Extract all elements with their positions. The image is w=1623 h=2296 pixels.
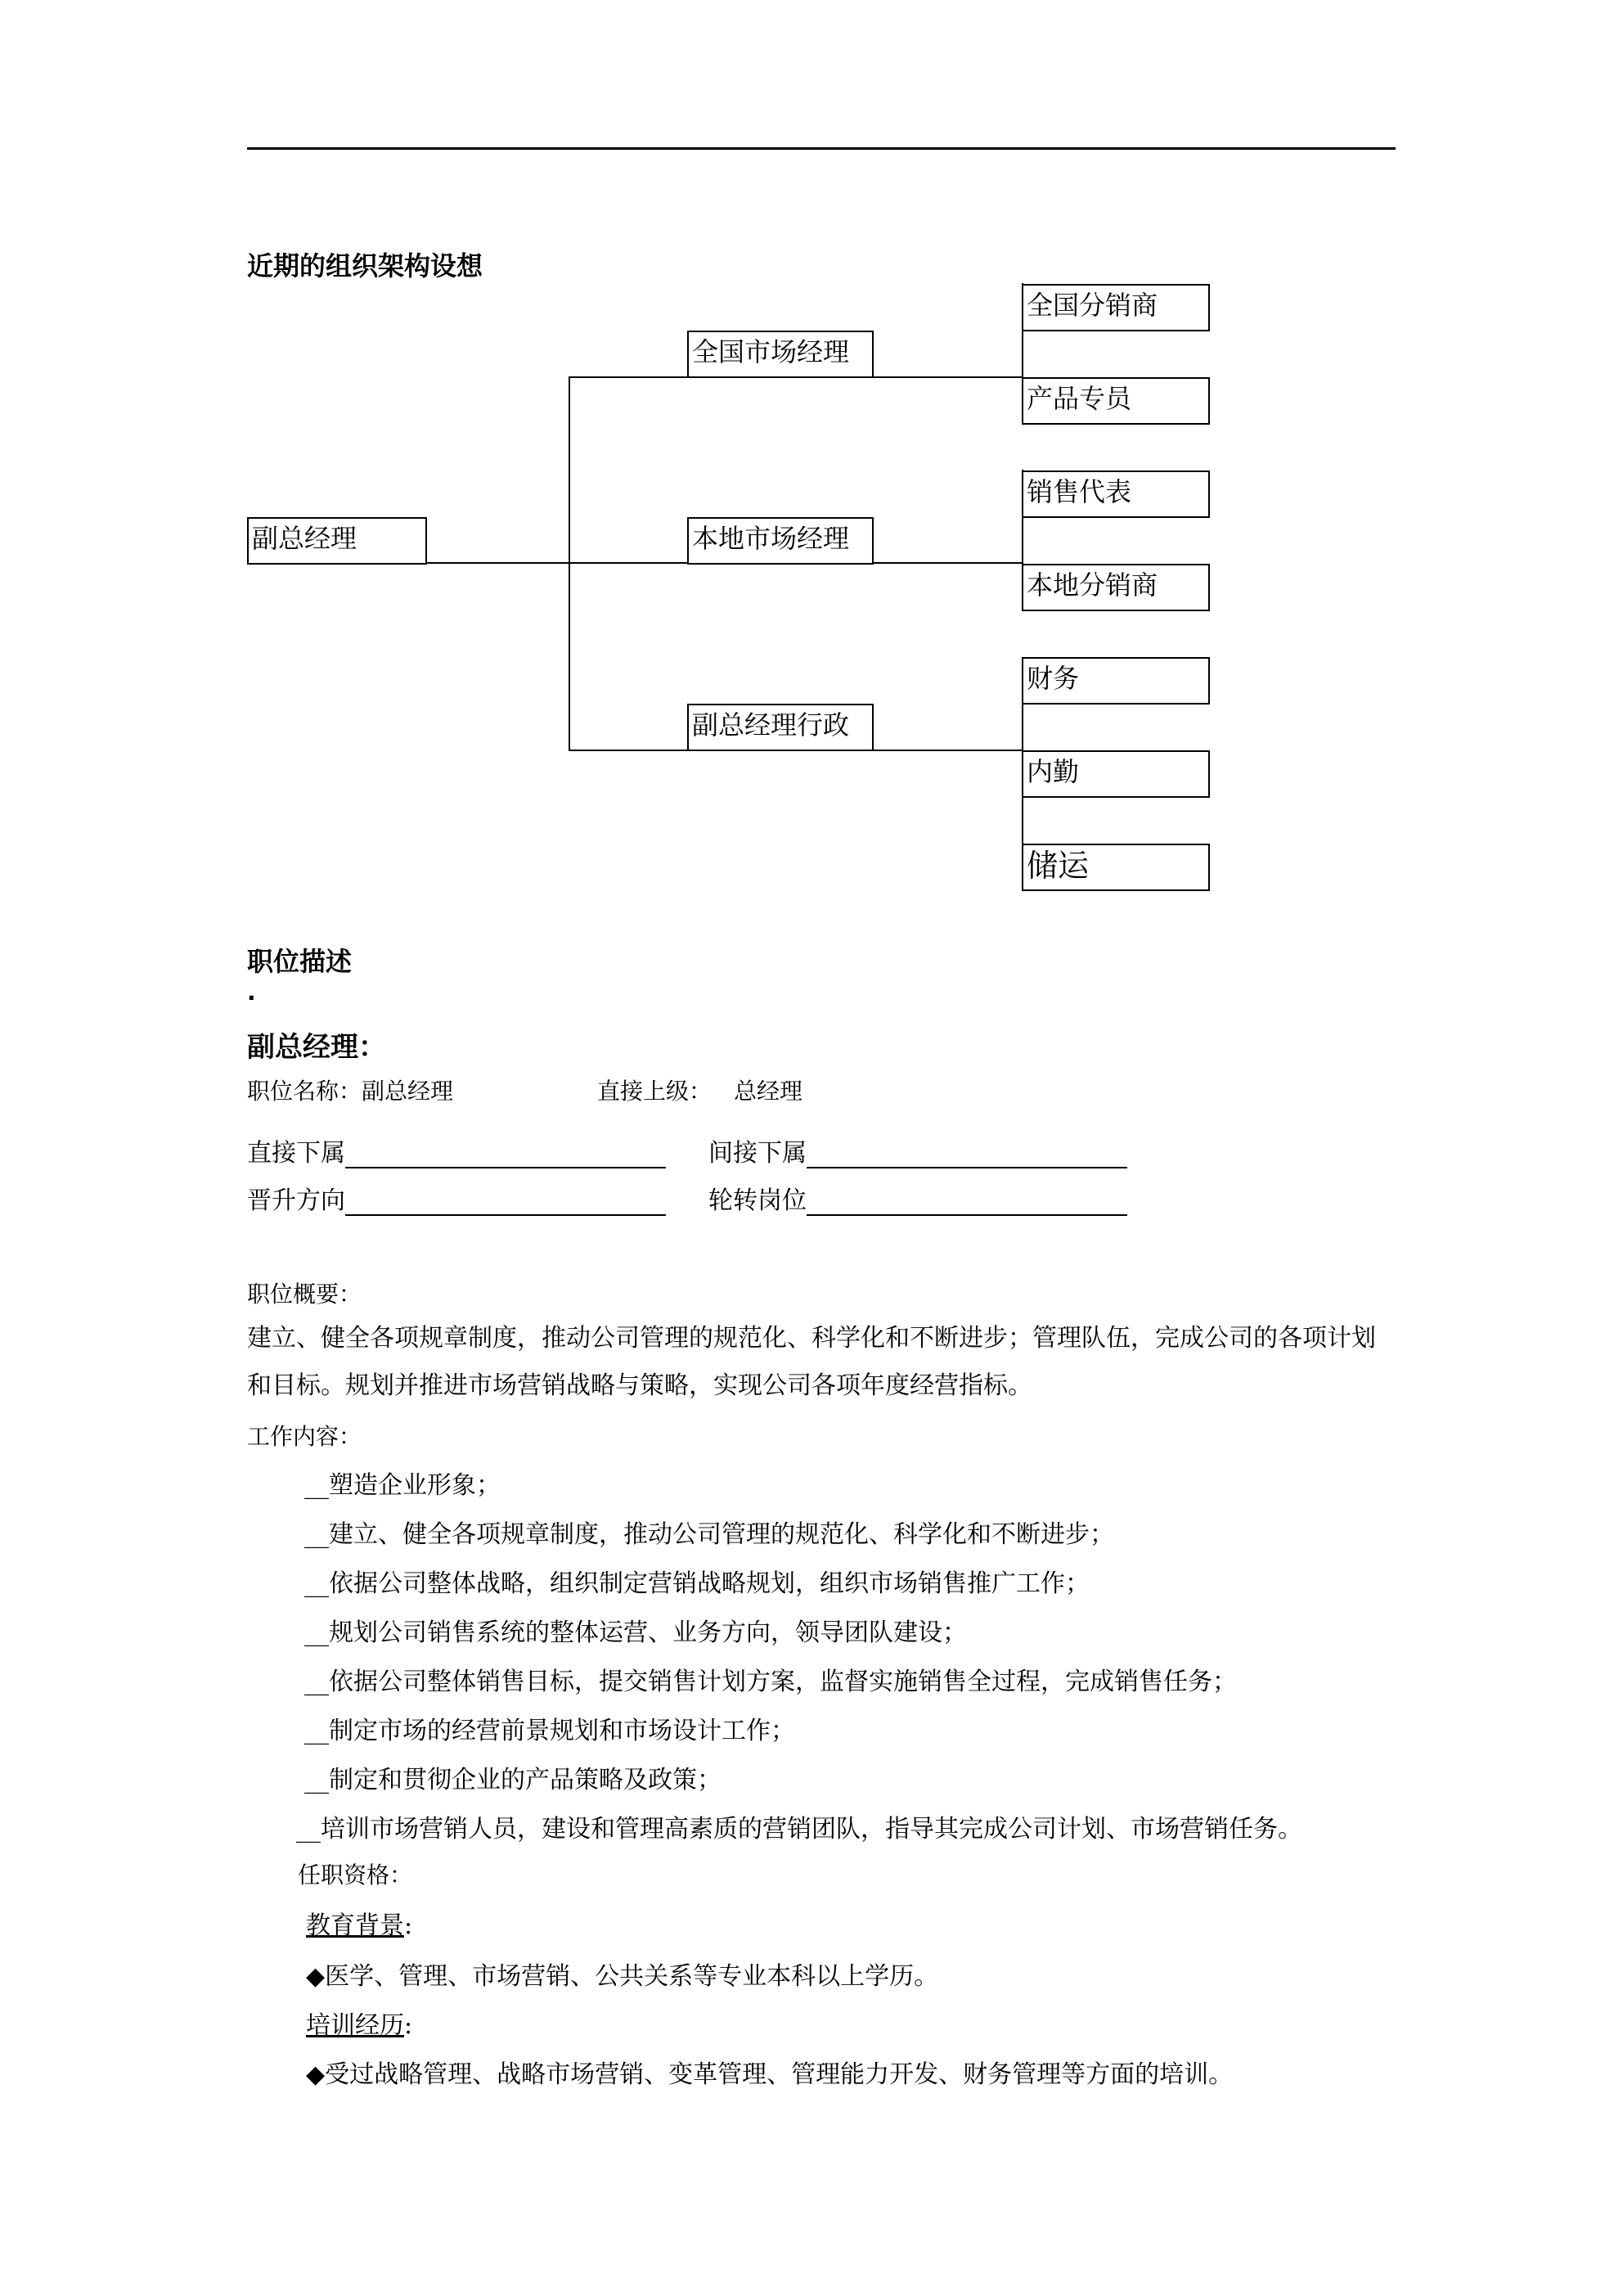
org-chart-title: 近期的组织架构设想 bbox=[247, 250, 483, 281]
work-item: __制定市场的经营前景规划和市场设计工作； bbox=[304, 1717, 795, 1745]
work-item: __依据公司整体战略，组织制定营销战略规划，组织市场销售推广工作； bbox=[304, 1569, 1090, 1598]
superior-label: 直接上级： bbox=[597, 1078, 713, 1105]
overview-text: 建立、健全各项规章制度，推动公司管理的规范化、科学化和不断进步；管理队伍，完成公司的各项计划和目标。规划并推进市场营销战略与策略，实现公司各项年度经营指标。 bbox=[247, 1324, 1376, 1400]
training-label: 培训经历 bbox=[306, 2011, 404, 2040]
blank-line bbox=[807, 1142, 1127, 1168]
work-item: __培训市场营销人员，建设和管理高素质的营销团队，指导其完成公司计划、市场营销任务。 bbox=[296, 1815, 1302, 1844]
qualifications-label: 任职资格： bbox=[298, 1862, 413, 1889]
education-heading bbox=[306, 1905, 412, 1941]
blank-line bbox=[345, 1142, 666, 1168]
job-description-title: 职位描述 bbox=[247, 946, 353, 977]
overview-label: 职位概要： bbox=[247, 1281, 362, 1308]
rotation-field bbox=[708, 1180, 1127, 1216]
blank-line bbox=[345, 1190, 666, 1216]
position-name: 职位名称：副总经理 bbox=[247, 1078, 454, 1105]
org-node-branch: 副总经理行政 bbox=[687, 704, 874, 751]
indirect-subordinates-field bbox=[708, 1132, 1127, 1168]
header-rule bbox=[247, 147, 1396, 150]
org-node-leaf: 储运 bbox=[1022, 844, 1210, 891]
education-text: ◆医学、管理、市场营销、公共关系等专业本科以上学历。 bbox=[306, 1962, 939, 1991]
training-heading bbox=[306, 2005, 412, 2041]
blank-line bbox=[807, 1190, 1127, 1216]
org-node-leaf: 内勤 bbox=[1022, 750, 1210, 798]
role-title: 副总经理： bbox=[247, 1031, 386, 1064]
training-text: ◆受过战略管理、战略市场营销、变革管理、管理能力开发、财务管理等方面的培训。 bbox=[306, 2060, 1234, 2089]
rotation-label: 轮转岗位 bbox=[708, 1186, 807, 1215]
org-node-leaf: 产品专员 bbox=[1022, 377, 1210, 425]
org-node-leaf: 全国分销商 bbox=[1022, 284, 1210, 331]
separator-dot: . bbox=[247, 979, 256, 1006]
org-node-branch: 本地市场经理 bbox=[687, 517, 874, 565]
org-node-leaf: 本地分销商 bbox=[1022, 564, 1210, 611]
work-label: 工作内容： bbox=[247, 1423, 362, 1450]
org-node-leaf: 销售代表 bbox=[1022, 470, 1210, 518]
work-item: __依据公司整体销售目标，提交销售计划方案，监督实施销售全过程，完成销售任务； bbox=[304, 1668, 1237, 1696]
org-node-root: 副总经理 bbox=[247, 517, 427, 565]
direct-subordinates-label: 直接下属 bbox=[247, 1139, 345, 1168]
superior-value: 总经理 bbox=[734, 1078, 803, 1105]
direct-subordinates-field bbox=[247, 1132, 666, 1168]
colon: : bbox=[404, 1911, 413, 1940]
org-node-leaf: 财务 bbox=[1022, 657, 1210, 705]
connector-root bbox=[425, 562, 569, 564]
colon: : bbox=[404, 2011, 413, 2040]
promotion-field bbox=[247, 1180, 666, 1216]
work-item: __制定和贯彻企业的产品策略及政策； bbox=[304, 1766, 722, 1794]
org-node-branch: 全国市场经理 bbox=[687, 331, 874, 378]
indirect-subordinates-label: 间接下属 bbox=[708, 1139, 807, 1168]
work-item: __建立、健全各项规章制度，推动公司管理的规范化、科学化和不断进步； bbox=[304, 1520, 1114, 1549]
work-item: __塑造企业形象； bbox=[304, 1471, 501, 1500]
work-item: __规划公司销售系统的整体运营、业务方向，领导团队建设； bbox=[304, 1618, 967, 1647]
connector-trunk bbox=[569, 376, 570, 751]
education-label: 教育背景 bbox=[306, 1911, 404, 1940]
promotion-label: 晋升方向 bbox=[247, 1186, 345, 1215]
